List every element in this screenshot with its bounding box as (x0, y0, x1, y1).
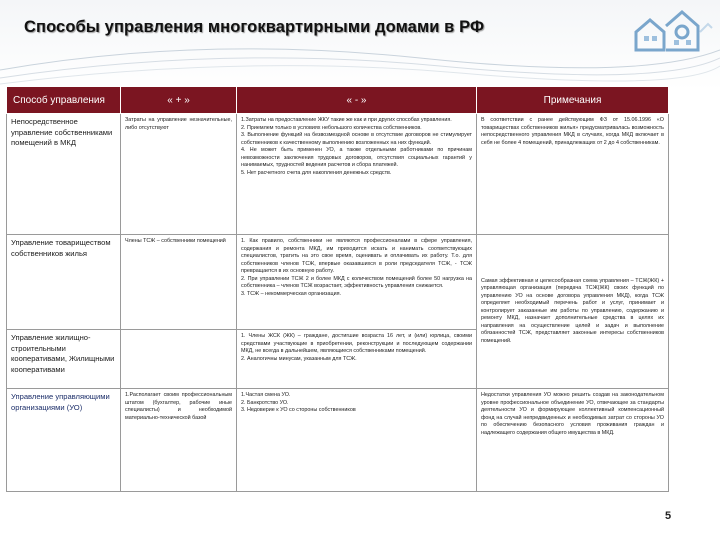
management-methods-table (6, 86, 669, 492)
minus-item: 1. Как правило, собственники не являются профессионалами в сфере управления, содержания и ремонта МКД, им приходится искать и нанимать соответствующих специалистов, тратить на это свое время, оценивать и оплачивать их работу. Т.о. для собственников членов ТСЖ, впервые оказавшихся в роли председателя ТСЖ, - ТСЖ превращается в их основную работу. (241, 238, 472, 274)
minus-cell (237, 389, 477, 492)
column-header-plus: « + » (121, 87, 237, 114)
note-cell: Недостатки управления УО можно решить создав на законодательном уровне профессиональное объединение УО, отвечающее за стандарты деятельности УО и формирующее коллективный компенсационный фонд на случай непредвиденных и необходимых затрат со стороны УО по обеспечению безопасного условия проживания граждан и надлежащего содержания общего имущества в МКД. (477, 389, 669, 492)
method-cell: Непосредственное управление собственниками помещений в МКД (7, 114, 121, 235)
minus-cell (237, 114, 477, 235)
plus-cell: 1.Располагает своим профессиональным штатом (бухгалтер, рабочие иные специалисты) и необходимой материально-технической базой (121, 389, 237, 492)
page-title: Способы управления многоквартирными домами в РФ (24, 18, 485, 36)
minus-item: 1. Члены ЖСК (ЖК) – граждане, достигшие возраста 16 лет, и (или) юрлица, своими средствами участвующие в приобретении, реконструкции и последующем содержании МКД, не всегда в дальнейшем, являющиеся собственниками помещений. (241, 333, 472, 354)
method-cell: Управление жилищно-строительными кооперативами, Жилищными кооперативами (7, 330, 121, 389)
minus-item: 3. Недоверие к УО со стороны собственников (241, 407, 356, 413)
houses-logo-icon (628, 2, 714, 58)
method-cell: Управление товариществом собственников жилья (7, 235, 121, 330)
table-header-row (7, 87, 669, 114)
decorative-lines (0, 40, 720, 90)
plus-cell-empty (121, 330, 237, 389)
table-row (7, 389, 669, 492)
minus-item: 3. ТСЖ – некоммерческая организация. (241, 290, 342, 297)
table-row (7, 114, 669, 235)
note-cell: Самая эффективная и целесообразная схема управления – ТСЖ(ЖК) + управляющая организация (передача ТСЖ(ЖК) своих функций по управлению УО на основе договора управления МКД), когда ТСЖ определяет необходимый перечень работ и услуг, принимает и контролирует заказанные им работы по управлению, содержанию и ремонту МКД, назначает дополнительные средства в целях их направления на осуществление целей и задач и выполнение обязанностей ТСЖ, представляет законные интересы собственников помещений. (477, 235, 669, 389)
minus-item: 5. Нет расчетного счета для накопления денежных средств. (241, 169, 392, 176)
plus-cell: Затраты на управление незначительные, либо отсутствуют (121, 114, 237, 235)
minus-item: 1.Затраты на предоставление ЖКУ такие же как и при других способах управления. (241, 117, 452, 123)
column-header-notes: Примечания (477, 87, 669, 114)
page-number: 5 (665, 510, 672, 522)
plus-cell: Члены ТСЖ – собственники помещений (121, 235, 237, 330)
column-header-minus: « - » (237, 87, 477, 114)
method-cell: Управление управляющими организациями (УО) (7, 389, 121, 492)
minus-item: 4. Не может быть применен УО, а также отдельными работниками по причинам невозможности заключения трудовых договоров, отсутствия социальных гарантий у нанимаемых, трудностей ведения расчетов и сбора платежей. (241, 147, 472, 168)
minus-cell (237, 330, 477, 389)
column-header-method: Способ управления (7, 87, 121, 114)
minus-cell (237, 235, 477, 330)
minus-item: 3. Выполнение функций на безвозмездной основе в отсутствие договоров не стимулирует собственников к качественному выполнению возложенных на них функций. (241, 132, 472, 146)
table-row (7, 235, 669, 330)
minus-item: 2. Приемлем только в условиях небольшого количества собственников. (241, 124, 422, 131)
note-cell: В соответствии с ранее действующим ФЗ от 15.06.1996 «О товариществах собственников жилья» предусматривалась возможность непосредственного управления МКД в случаях, когда МКД включает в себя не более 4 помещений, принадлежащих от 2 до 4 собственникам. (477, 114, 669, 235)
minus-item: 2. Банкротство УО. (241, 399, 289, 406)
minus-item: 2. При управлении ТСЖ 2 и более МКД с количеством помещений более 50 нагрузка на собственника – членов ТСЖ возрастает, эффективность управления снижается. (241, 275, 472, 289)
minus-item: 1.Частая смена УО. (241, 392, 291, 398)
slide-header (0, 0, 720, 90)
minus-item: 2. Аналогичны минусам, указанным для ТСЖ. (241, 355, 357, 362)
